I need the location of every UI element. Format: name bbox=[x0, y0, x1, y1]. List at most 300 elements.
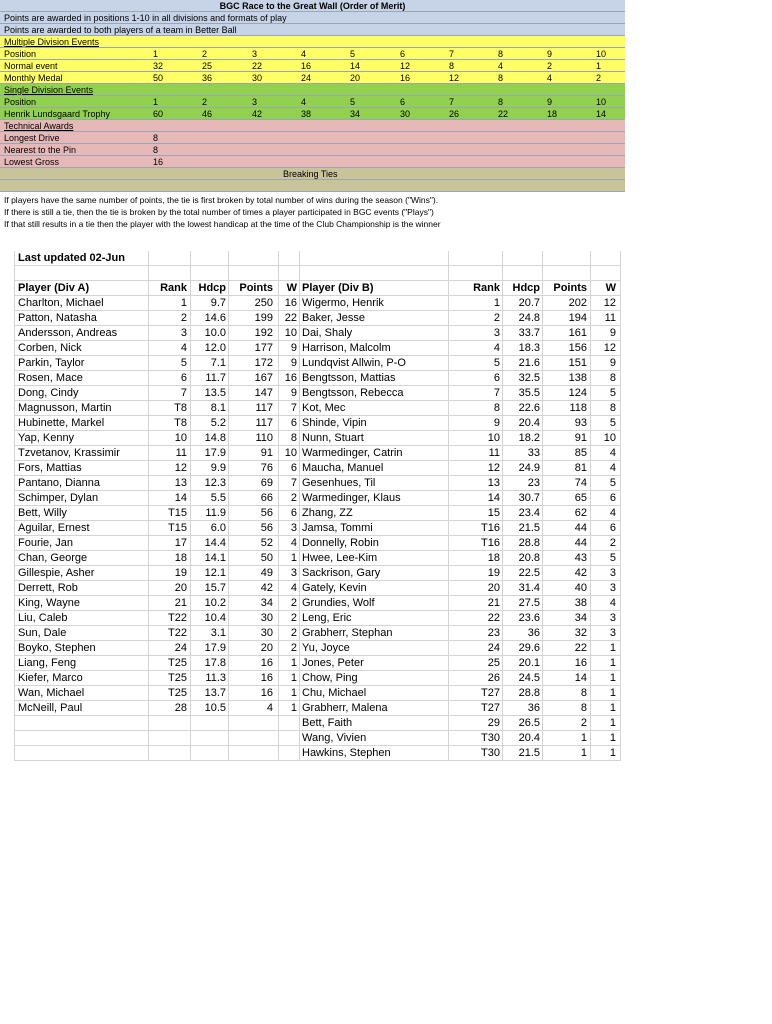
div-b-points-cell: 151 bbox=[568, 357, 587, 369]
div-b-player-cell: Nunn, Stuart bbox=[302, 432, 364, 444]
div-b-rank-cell: 9 bbox=[493, 417, 500, 429]
div-b-rank-cell: 3 bbox=[493, 327, 500, 339]
div-b-w-cell: 6 bbox=[609, 522, 616, 534]
grid-line bbox=[228, 251, 229, 761]
div-a-points-cell: 110 bbox=[255, 432, 273, 444]
grid-line bbox=[278, 251, 279, 761]
div-a-hdcp-cell: 9.7 bbox=[210, 297, 226, 309]
div-b-w-cell: 5 bbox=[609, 417, 616, 429]
points-cell: 16 bbox=[400, 73, 411, 83]
div-a-rank-cell: 20 bbox=[174, 582, 187, 594]
longest-drive-label: Longest Drive bbox=[4, 133, 60, 143]
order-of-merit-rules bbox=[0, 0, 625, 229]
div-a-w-cell: 7 bbox=[290, 477, 297, 489]
div-b-points-cell: 74 bbox=[574, 477, 587, 489]
single-division-positions-row bbox=[0, 96, 625, 108]
div-a-w-cell: 7 bbox=[290, 402, 297, 414]
div-a-points-cell: 76 bbox=[260, 462, 273, 474]
div-a-points-cell: 117 bbox=[255, 417, 273, 429]
div-b-w-cell: 1 bbox=[609, 717, 616, 729]
div-a-w-cell: 4 bbox=[290, 537, 297, 549]
div-b-w-cell: 10 bbox=[603, 432, 616, 444]
div-a-player-cell: Derrett, Rob bbox=[18, 582, 78, 594]
div-b-player-cell: Zhang, ZZ bbox=[302, 507, 353, 519]
table-row bbox=[14, 551, 620, 566]
div-b-rank-cell: 26 bbox=[487, 672, 500, 684]
div-b-points-cell: 32 bbox=[574, 627, 587, 639]
div-b-player-cell: Baker, Jesse bbox=[302, 312, 365, 324]
table-row bbox=[14, 326, 620, 341]
div-a-w-cell: 6 bbox=[290, 417, 297, 429]
points-cell: 16 bbox=[301, 61, 312, 71]
div-b-w-cell: 9 bbox=[609, 357, 616, 369]
div-b-w-cell: 12 bbox=[603, 342, 616, 354]
div-b-hdcp-cell: 28.8 bbox=[518, 537, 540, 549]
div-a-rank-cell: T22 bbox=[168, 627, 187, 639]
div-b-points-cell: 93 bbox=[574, 417, 587, 429]
div-a-w-cell: 1 bbox=[290, 702, 297, 714]
div-a-hdcp-cell: 11.9 bbox=[205, 507, 226, 519]
table-row bbox=[14, 506, 620, 521]
longest-drive-row bbox=[0, 132, 625, 144]
normal-event-label: Normal event bbox=[4, 61, 58, 71]
div-b-player-cell: Wigermo, Henrik bbox=[302, 297, 384, 309]
div-a-hdcp-cell: 12.0 bbox=[204, 342, 226, 354]
points-cell: 14 bbox=[596, 109, 607, 119]
div-b-w-cell: 11 bbox=[604, 312, 616, 324]
div-b-rank-cell: T27 bbox=[481, 702, 500, 714]
normal-event-row bbox=[0, 60, 625, 72]
div-b-rank-header: Rank bbox=[473, 282, 500, 294]
div-b-hdcp-cell: 32.5 bbox=[518, 372, 540, 384]
position-number: 4 bbox=[301, 97, 307, 107]
div-b-w-cell: 1 bbox=[609, 642, 616, 654]
div-a-hdcp-cell: 14.8 bbox=[204, 432, 226, 444]
div-b-w-cell: 3 bbox=[609, 567, 616, 579]
div-b-hdcp-cell: 20.4 bbox=[518, 417, 540, 429]
position-number: 1 bbox=[153, 97, 159, 107]
div-a-hdcp-header: Hdcp bbox=[198, 282, 226, 294]
position-number: 2 bbox=[202, 97, 208, 107]
div-b-player-cell: Jamsa, Tommi bbox=[302, 522, 373, 534]
div-b-rank-cell: T30 bbox=[481, 732, 500, 744]
div-a-w-cell: 8 bbox=[290, 432, 297, 444]
position-number: 9 bbox=[547, 97, 553, 107]
div-a-points-cell: 49 bbox=[260, 567, 273, 579]
table-row bbox=[14, 656, 620, 671]
div-b-w-cell: 4 bbox=[609, 447, 616, 459]
div-b-rank-cell: 20 bbox=[487, 582, 500, 594]
div-b-player-cell: Shinde, Vipin bbox=[302, 417, 367, 429]
div-b-hdcp-cell: 27.5 bbox=[518, 597, 540, 609]
div-b-points-cell: 8 bbox=[580, 687, 587, 699]
div-a-w-cell: 6 bbox=[290, 507, 297, 519]
div-a-player-cell: Wan, Michael bbox=[18, 687, 85, 699]
div-b-player-cell: Gesenhues, Til bbox=[302, 477, 376, 489]
points-cell: 2 bbox=[547, 61, 553, 71]
div-a-points-cell: 69 bbox=[260, 477, 273, 489]
div-b-rank-cell: 24 bbox=[487, 642, 500, 654]
div-b-player-cell: Sackrison, Gary bbox=[302, 567, 381, 579]
div-a-player-cell: Yap, Kenny bbox=[18, 432, 75, 444]
div-a-points-cell: 56 bbox=[260, 522, 273, 534]
div-b-rank-cell: 19 bbox=[487, 567, 500, 579]
table-row bbox=[14, 701, 620, 716]
div-b-player-cell: Maucha, Manuel bbox=[302, 462, 384, 474]
div-b-player-cell: Wang, Vivien bbox=[302, 732, 367, 744]
div-b-w-cell: 3 bbox=[609, 627, 616, 639]
div-a-w-cell: 2 bbox=[290, 627, 297, 639]
points-cell: 4 bbox=[498, 61, 504, 71]
div-b-w-cell: 5 bbox=[609, 477, 616, 489]
div-a-rank-cell: 12 bbox=[174, 462, 187, 474]
div-b-player-cell: Gately, Kevin bbox=[302, 582, 367, 594]
div-b-points-cell: 1 bbox=[580, 732, 587, 744]
table-row bbox=[14, 491, 620, 506]
div-b-points-cell: 194 bbox=[568, 312, 587, 324]
div-b-w-cell: 1 bbox=[609, 732, 616, 744]
grid-line bbox=[190, 251, 191, 761]
div-b-hdcp-header: Hdcp bbox=[512, 282, 540, 294]
div-b-points-cell: 124 bbox=[568, 387, 587, 399]
grid-line bbox=[502, 251, 503, 761]
div-b-points-cell: 65 bbox=[574, 492, 587, 504]
div-a-w-cell: 2 bbox=[290, 642, 297, 654]
lowest-gross-label: Lowest Gross bbox=[4, 157, 60, 167]
monthly-medal-row bbox=[0, 72, 625, 84]
div-b-points-cell: 8 bbox=[580, 702, 587, 714]
div-b-player-cell: Yu, Joyce bbox=[302, 642, 350, 654]
lowest-gross-row bbox=[0, 156, 625, 168]
blank-row bbox=[14, 266, 620, 281]
table-row bbox=[14, 521, 620, 536]
div-b-points-cell: 138 bbox=[568, 372, 587, 384]
div-a-points-cell: 177 bbox=[254, 342, 273, 354]
div-a-player-cell: Kiefer, Marco bbox=[18, 672, 83, 684]
div-b-points-cell: 14 bbox=[574, 672, 587, 684]
div-a-rank-cell: T8 bbox=[174, 417, 187, 429]
position-number: 4 bbox=[301, 49, 307, 59]
div-a-points-cell: 91 bbox=[260, 447, 273, 459]
div-b-player-cell: Leng, Eric bbox=[302, 612, 352, 624]
div-a-w-cell: 9 bbox=[290, 342, 297, 354]
div-a-hdcp-cell: 13.7 bbox=[204, 687, 226, 699]
div-a-points-cell: 199 bbox=[254, 312, 273, 324]
div-b-hdcp-cell: 21.6 bbox=[518, 357, 540, 369]
div-b-points-cell: 22 bbox=[574, 642, 587, 654]
div-a-points-cell: 16 bbox=[260, 672, 273, 684]
div-b-hdcp-cell: 24.8 bbox=[518, 312, 540, 324]
div-b-hdcp-cell: 18.2 bbox=[518, 432, 540, 444]
div-b-hdcp-cell: 20.4 bbox=[518, 732, 540, 744]
div-b-hdcp-cell: 23 bbox=[527, 477, 540, 489]
div-a-rank-cell: 28 bbox=[174, 702, 187, 714]
div-b-points-cell: 2 bbox=[580, 717, 587, 729]
div-b-rank-cell: 29 bbox=[487, 717, 500, 729]
points-cell: 14 bbox=[350, 61, 361, 71]
position-number: 10 bbox=[596, 49, 607, 59]
ties-rule-line: If there is still a tie, then the tie is broken by the total number of times a player participated in BGC events ("Plays") bbox=[4, 207, 434, 217]
div-a-player-cell: McNeill, Paul bbox=[18, 702, 83, 714]
div-a-player-header: Player (Div A) bbox=[18, 282, 90, 294]
position-label: Position bbox=[4, 97, 37, 107]
div-a-w-cell: 16 bbox=[284, 372, 297, 384]
ties-rule-line: If players have the same number of points, the tie is first broken by total number of wins during the season ("Wins"). bbox=[4, 195, 439, 205]
div-a-hdcp-cell: 13.5 bbox=[204, 387, 226, 399]
technical-awards-heading: Technical Awards bbox=[4, 121, 74, 131]
div-a-player-cell: Charlton, Michael bbox=[18, 297, 104, 309]
div-b-hdcp-cell: 22.6 bbox=[518, 402, 540, 414]
table-row bbox=[14, 401, 620, 416]
div-a-points-cell: 16 bbox=[260, 657, 273, 669]
points-cell: 26 bbox=[449, 109, 460, 119]
div-b-player-cell: Grabherr, Malena bbox=[302, 702, 388, 714]
div-b-rank-cell: 6 bbox=[493, 372, 500, 384]
div-b-player-cell: Bengtsson, Rebecca bbox=[302, 387, 404, 399]
div-b-player-cell: Chow, Ping bbox=[302, 672, 358, 684]
div-a-hdcp-cell: 10.0 bbox=[204, 327, 226, 339]
grid-line bbox=[620, 251, 621, 761]
div-b-points-cell: 62 bbox=[574, 507, 587, 519]
div-b-w-cell: 5 bbox=[609, 552, 616, 564]
lundsgaard-trophy-row bbox=[0, 108, 625, 120]
div-a-player-cell: Magnusson, Martin bbox=[18, 402, 112, 414]
div-b-w-cell: 2 bbox=[609, 537, 616, 549]
div-b-w-cell: 1 bbox=[609, 687, 616, 699]
div-a-hdcp-cell: 10.2 bbox=[204, 597, 226, 609]
position-number: 6 bbox=[400, 49, 406, 59]
div-b-hdcp-cell: 24.9 bbox=[518, 462, 540, 474]
div-a-w-cell: 10 bbox=[284, 447, 297, 459]
points-cell: 12 bbox=[449, 73, 460, 83]
div-a-w-cell: 1 bbox=[290, 657, 297, 669]
table-row bbox=[14, 671, 620, 686]
div-b-hdcp-cell: 26.5 bbox=[518, 717, 540, 729]
div-b-rank-cell: T16 bbox=[481, 522, 500, 534]
div-a-hdcp-cell: 7.1 bbox=[210, 357, 226, 369]
points-cell: 8 bbox=[449, 61, 455, 71]
div-b-hdcp-cell: 20.7 bbox=[518, 297, 540, 309]
div-a-points-cell: 167 bbox=[254, 372, 273, 384]
rules-title-row bbox=[0, 0, 625, 12]
single-division-heading: Single Division Events bbox=[4, 85, 94, 95]
div-a-hdcp-cell: 17.9 bbox=[204, 642, 226, 654]
table-row bbox=[14, 371, 620, 386]
div-a-w-cell: 4 bbox=[290, 582, 297, 594]
div-a-rank-cell: 1 bbox=[180, 297, 187, 309]
div-b-w-cell: 4 bbox=[609, 462, 616, 474]
technical-awards-heading-row bbox=[0, 120, 625, 132]
div-a-hdcp-cell: 14.6 bbox=[204, 312, 226, 324]
div-a-w-cell: 10 bbox=[284, 327, 297, 339]
div-a-hdcp-cell: 12.3 bbox=[204, 477, 226, 489]
div-a-rank-cell: T15 bbox=[168, 507, 187, 519]
div-a-player-cell: Chan, George bbox=[18, 552, 88, 564]
div-a-player-cell: Pantano, Dianna bbox=[18, 477, 100, 489]
div-a-hdcp-cell: 11.7 bbox=[205, 372, 226, 384]
div-a-rank-cell: 4 bbox=[180, 342, 187, 354]
div-b-player-cell: Dai, Shaly bbox=[302, 327, 353, 339]
div-a-player-cell: Patton, Natasha bbox=[18, 312, 97, 324]
div-a-rank-cell: 5 bbox=[180, 357, 187, 369]
div-a-player-cell: King, Wayne bbox=[18, 597, 80, 609]
div-a-rank-cell: T15 bbox=[168, 522, 187, 534]
position-number: 3 bbox=[252, 97, 258, 107]
div-a-rank-cell: T25 bbox=[168, 672, 187, 684]
standings-table bbox=[14, 251, 620, 761]
div-b-player-cell: Hawkins, Stephen bbox=[302, 747, 391, 759]
points-cell: 22 bbox=[498, 109, 509, 119]
div-b-rank-cell: 12 bbox=[487, 462, 500, 474]
table-row bbox=[14, 716, 620, 731]
div-b-points-cell: 38 bbox=[574, 597, 587, 609]
div-a-w-cell: 9 bbox=[290, 387, 297, 399]
table-row bbox=[14, 386, 620, 401]
div-b-hdcp-cell: 18.3 bbox=[518, 342, 540, 354]
div-a-hdcp-cell: 11.3 bbox=[205, 672, 226, 684]
table-row bbox=[14, 611, 620, 626]
points-cell: 34 bbox=[350, 109, 361, 119]
div-a-player-cell: Aguilar, Ernest bbox=[18, 522, 90, 534]
div-b-rank-cell: 13 bbox=[487, 477, 500, 489]
points-cell: 38 bbox=[301, 109, 312, 119]
div-a-points-cell: 42 bbox=[260, 582, 273, 594]
points-cell: 36 bbox=[202, 73, 213, 83]
div-a-player-cell: Andersson, Andreas bbox=[18, 327, 118, 339]
div-b-rank-cell: 5 bbox=[493, 357, 500, 369]
table-row bbox=[14, 566, 620, 581]
table-row bbox=[14, 296, 620, 311]
position-label: Position bbox=[4, 49, 37, 59]
div-a-hdcp-cell: 17.9 bbox=[204, 447, 226, 459]
div-a-rank-cell: 2 bbox=[180, 312, 187, 324]
div-a-points-cell: 66 bbox=[260, 492, 273, 504]
rules-intro-row bbox=[0, 12, 625, 24]
div-a-player-cell: Liang, Feng bbox=[18, 657, 77, 669]
div-b-rank-cell: T16 bbox=[481, 537, 500, 549]
div-a-points-cell: 192 bbox=[254, 327, 273, 339]
div-a-w-cell: 2 bbox=[290, 597, 297, 609]
div-a-rank-cell: 3 bbox=[180, 327, 187, 339]
points-cell: 30 bbox=[252, 73, 263, 83]
div-b-player-cell: Kot, Mec bbox=[302, 402, 346, 414]
div-b-rank-cell: 11 bbox=[488, 447, 500, 459]
div-b-points-cell: 44 bbox=[574, 522, 587, 534]
div-a-points-cell: 117 bbox=[255, 402, 273, 414]
table-row bbox=[14, 641, 620, 656]
points-cell: 42 bbox=[252, 109, 263, 119]
div-b-rank-cell: 15 bbox=[487, 507, 500, 519]
points-cell: 22 bbox=[252, 61, 263, 71]
div-b-points-cell: 118 bbox=[569, 402, 587, 414]
multiple-division-heading: Multiple Division Events bbox=[4, 37, 100, 47]
div-a-hdcp-cell: 14.4 bbox=[204, 537, 226, 549]
points-cell: 18 bbox=[547, 109, 558, 119]
div-a-hdcp-cell: 9.9 bbox=[210, 462, 226, 474]
rules-intro-row bbox=[0, 24, 625, 36]
div-a-rank-cell: 10 bbox=[174, 432, 187, 444]
div-b-player-cell: Bett, Faith bbox=[302, 717, 353, 729]
div-b-player-cell: Grabherr, Stephan bbox=[302, 627, 393, 639]
div-b-hdcp-cell: 23.4 bbox=[518, 507, 540, 519]
table-row bbox=[14, 626, 620, 641]
div-a-player-cell: Corben, Nick bbox=[18, 342, 82, 354]
div-b-hdcp-cell: 23.6 bbox=[518, 612, 540, 624]
div-a-points-cell: 16 bbox=[260, 687, 273, 699]
div-a-player-cell: Fourie, Jan bbox=[18, 537, 74, 549]
div-a-points-cell: 172 bbox=[254, 357, 273, 369]
position-number: 3 bbox=[252, 49, 258, 59]
div-b-hdcp-cell: 28.8 bbox=[518, 687, 540, 699]
div-a-hdcp-cell: 6.0 bbox=[210, 522, 226, 534]
div-a-w-cell: 2 bbox=[290, 612, 297, 624]
points-cell: 2 bbox=[596, 73, 602, 83]
div-a-hdcp-cell: 5.5 bbox=[210, 492, 226, 504]
div-a-points-cell: 147 bbox=[254, 387, 273, 399]
div-b-rank-cell: 18 bbox=[487, 552, 500, 564]
points-cell: 60 bbox=[153, 109, 164, 119]
grid-line bbox=[14, 251, 15, 761]
div-a-hdcp-cell: 12.1 bbox=[204, 567, 226, 579]
multiple-division-heading-row bbox=[0, 36, 625, 48]
div-b-player-cell: Warmedinger, Catrin bbox=[302, 447, 403, 459]
div-b-points-cell: 16 bbox=[574, 657, 587, 669]
rules-intro-line: Points are awarded in positions 1-10 in all divisions and formats of play bbox=[4, 13, 287, 23]
div-a-points-cell: 52 bbox=[260, 537, 273, 549]
div-b-rank-cell: 8 bbox=[493, 402, 500, 414]
div-b-hdcp-cell: 33.7 bbox=[518, 327, 540, 339]
grid-line bbox=[148, 251, 149, 761]
lundsgaard-trophy-label: Henrik Lundsgaard Trophy bbox=[4, 109, 111, 119]
div-b-hdcp-cell: 22.5 bbox=[518, 567, 540, 579]
position-number: 6 bbox=[400, 97, 406, 107]
grid-line bbox=[542, 251, 543, 761]
table-row bbox=[14, 746, 620, 761]
div-b-points-cell: 40 bbox=[574, 582, 587, 594]
div-a-rank-cell: T25 bbox=[168, 657, 187, 669]
div-a-w-cell: 3 bbox=[290, 567, 297, 579]
div-a-hdcp-cell: 17.8 bbox=[204, 657, 226, 669]
div-a-player-cell: Hubinette, Markel bbox=[18, 417, 105, 429]
table-row bbox=[14, 356, 620, 371]
points-cell: 50 bbox=[153, 73, 164, 83]
grid-line bbox=[590, 251, 591, 761]
div-b-points-cell: 43 bbox=[574, 552, 587, 564]
div-a-w-cell: 1 bbox=[290, 672, 297, 684]
div-b-hdcp-cell: 29.6 bbox=[518, 642, 540, 654]
div-b-player-cell: Bengtsson, Mattias bbox=[302, 372, 396, 384]
div-b-rank-cell: 2 bbox=[493, 312, 500, 324]
div-a-points-cell: 50 bbox=[260, 552, 273, 564]
div-b-points-cell: 44 bbox=[574, 537, 587, 549]
div-a-player-cell: Fors, Mattias bbox=[18, 462, 82, 474]
div-b-hdcp-cell: 30.7 bbox=[518, 492, 540, 504]
position-number: 5 bbox=[350, 97, 356, 107]
breaking-ties-text bbox=[0, 180, 625, 229]
div-b-hdcp-cell: 36 bbox=[527, 702, 540, 714]
div-a-rank-cell: T25 bbox=[168, 687, 187, 699]
monthly-medal-label: Monthly Medal bbox=[4, 73, 63, 83]
div-b-rank-cell: 21 bbox=[487, 597, 500, 609]
div-b-player-cell: Grundies, Wolf bbox=[302, 597, 375, 609]
div-b-hdcp-cell: 33 bbox=[527, 447, 540, 459]
div-a-points-cell: 250 bbox=[254, 297, 273, 309]
longest-drive-points: 8 bbox=[153, 133, 159, 143]
div-a-rank-cell: 24 bbox=[174, 642, 187, 654]
div-a-points-cell: 56 bbox=[260, 507, 273, 519]
table-row bbox=[14, 731, 620, 746]
div-b-player-cell: Hwee, Lee-Kim bbox=[302, 552, 378, 564]
